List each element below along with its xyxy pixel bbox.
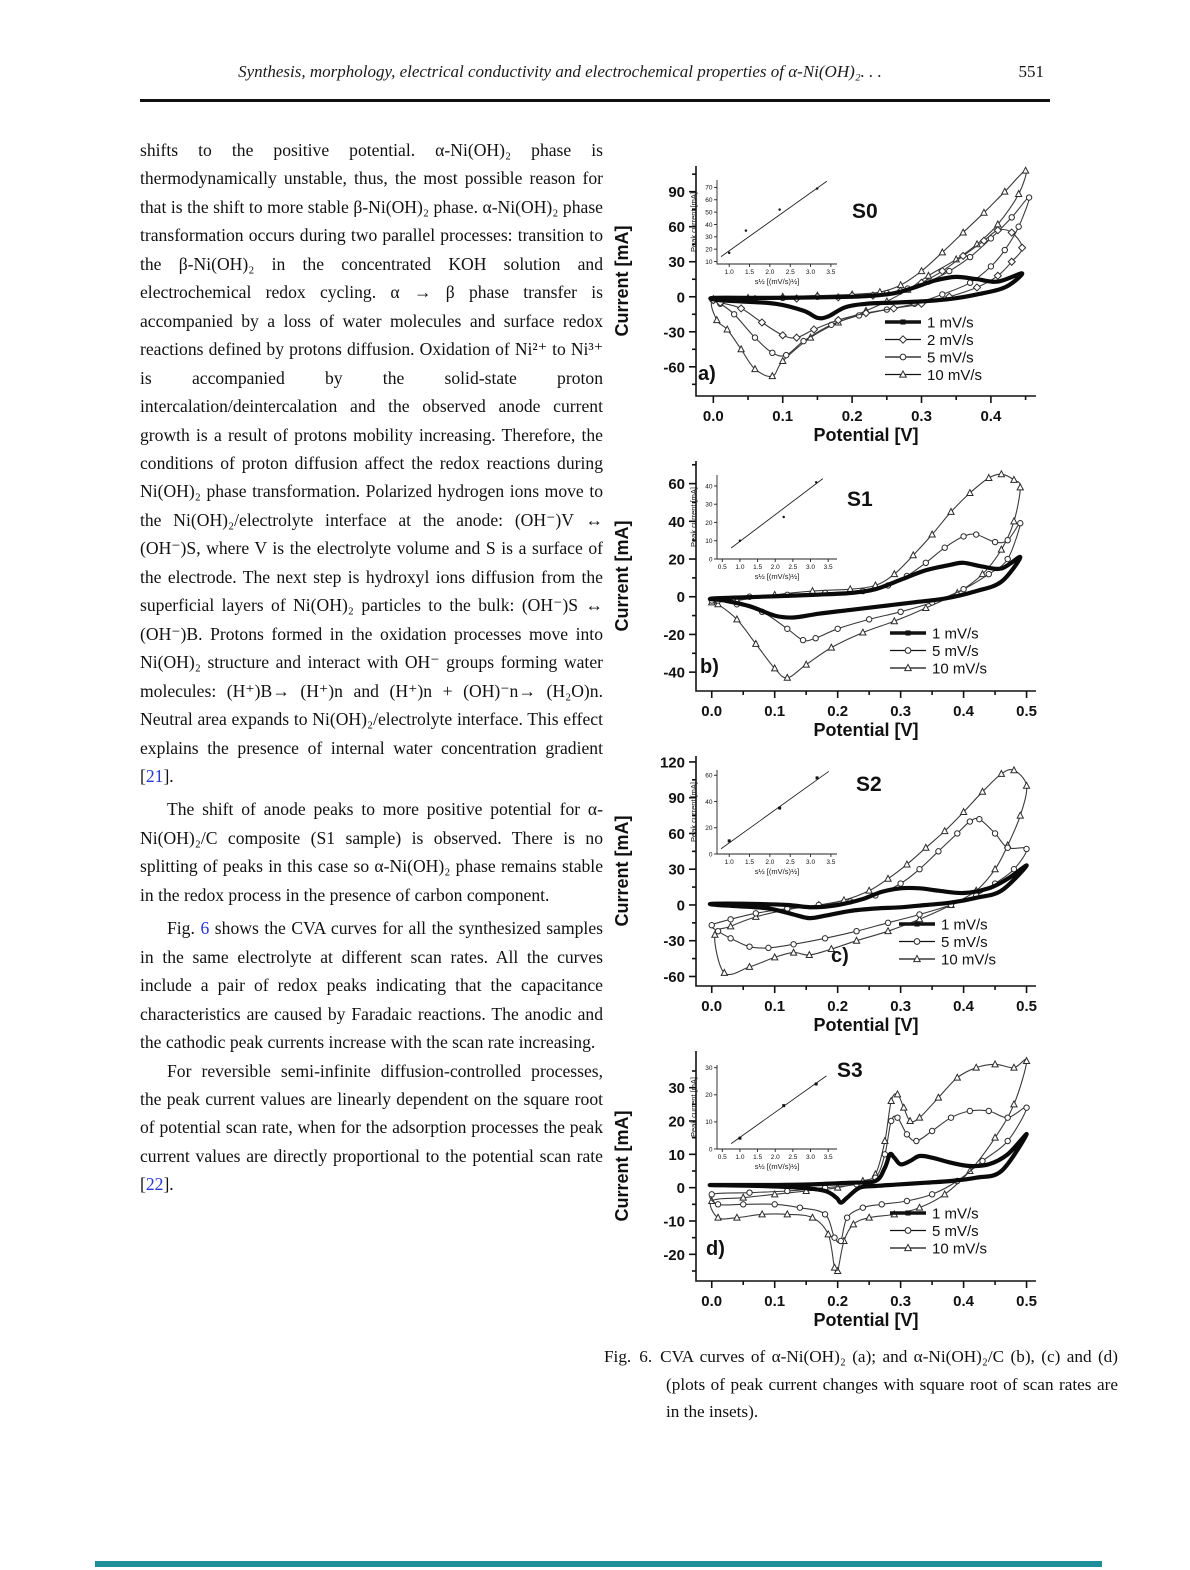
legend-label: 5 mV/s [927,349,974,367]
header-rule [140,99,1050,102]
y-tick-label: 30 [668,254,685,272]
inset-x-tick: 3.5 [823,564,833,571]
paragraph-4-end: ]. [163,1174,174,1195]
x-tick-label: 0.4 [953,703,975,720]
x-tick-label: 0.1 [764,703,786,720]
y-tick-label: -30 [663,933,685,951]
inset-x-tick: 3.5 [826,859,836,866]
y-axis-label: Current [mA] [612,815,632,927]
legend-item [899,917,988,934]
paragraph-3 [140,914,603,1056]
x-tick-label: 0.5 [1016,703,1037,720]
inset-y-axis-label: Peak current [mA] [689,1076,698,1138]
inset-y-tick: 30 [705,501,713,509]
x-tick-label: 0.4 [980,408,1002,425]
inset-x-tick: 3.5 [823,1154,833,1161]
inset-y-tick: 60 [705,772,713,780]
paragraph-3-text: shows the CVA curves for all the synthesized samples in the same electrolyte at different scan rates. All the curves include a pair of redox peaks indicating that the capacitance characteristics are caused by Faradaic reactions. The anodic and the cathodic peak currents increase with the scan rate increasing. [140,918,603,1053]
inset-y-tick: 10 [705,258,713,266]
legend [899,917,996,969]
cva-chart-svg [604,1041,1054,1333]
legend-label: 2 mV/s [927,332,974,349]
caption-text: CVA curves of α-Ni(OH)₂ (a); and α-Ni(OH)₂/C (b), (c) and (d) (plots of peak current changes with square root of scan rates are in the insets). [660,1347,1118,1421]
page-number: 551 [1018,62,1044,81]
figure-6-reference[interactable]: 6 [200,918,210,939]
x-tick-label: 0.4 [953,1293,975,1310]
y-tick-label: 60 [668,476,685,494]
legend-label: 5 mV/s [932,643,979,660]
inset-x-tick: 1.5 [753,1154,763,1161]
y-tick-label: 0 [676,289,685,307]
y-tick-label: 10 [668,1146,685,1164]
y-tick-label: -60 [663,359,685,377]
y-tick-label: -40 [663,664,685,682]
legend-label: 10 mV/s [932,660,988,678]
sample-label: S3 [837,1059,863,1082]
x-tick-label: 0.0 [701,1293,723,1310]
legend-item [890,1206,979,1223]
legend-label: 10 mV/s [927,367,983,384]
cva-chart-panel-c [604,746,1054,1038]
cva-chart-panel-d [604,1041,1054,1333]
inset-x-tick: 3.0 [806,269,816,276]
x-tick-label: 0.1 [772,408,794,425]
inset-x-tick: 1.5 [745,269,755,276]
x-tick-label: 0.3 [890,703,912,720]
footer-accent-bar [95,1561,1102,1567]
inset-x-tick: 0.5 [717,1154,727,1161]
legend-item [899,952,996,969]
legend-item [885,332,974,349]
inset-x-tick: 1.5 [745,859,755,866]
y-tick-label: -60 [663,968,685,986]
page-header [140,62,1050,92]
paragraph-3-pre: Fig. [167,918,201,939]
inset-y-tick: 20 [705,519,713,527]
paragraph-1 [140,136,603,790]
x-axis-label: Potential [V] [813,1310,919,1330]
inset-y-tick: 70 [705,184,713,192]
inset-x-tick: 2.5 [788,564,798,571]
inset-x-tick: 1.5 [753,564,763,571]
inset-y-tick: 40 [705,798,713,806]
y-tick-label: 60 [668,825,685,843]
body-text-column [140,136,603,1199]
inset-x-tick: 2.0 [770,564,780,571]
legend-label: 5 mV/s [932,1223,979,1240]
legend-item [885,350,974,367]
sample-label: S0 [852,200,878,223]
y-tick-label: -30 [663,324,685,342]
inset-y-tick: 40 [705,483,713,491]
legend-label: 10 mV/s [941,951,997,969]
inset-y-tick: 60 [705,197,713,205]
inset-y-axis-label: Peak current [mA] [689,486,698,548]
legend-item [890,643,979,660]
caption-number: 6. [639,1347,653,1366]
curve-5-mV-s [709,1105,1029,1244]
inset-x-tick: 2.0 [765,269,775,276]
inset-y-tick: 0 [708,851,713,859]
legend [890,626,987,678]
inset-x-tick: 0.5 [717,564,727,571]
y-tick-label: 40 [668,513,685,531]
x-tick-label: 0.5 [1016,998,1037,1015]
inset-x-axis-label: s½ [(mV/s)½] [754,572,800,581]
x-tick-label: 0.3 [890,998,912,1015]
inset-x-tick: 2.0 [765,859,775,866]
panel-letter: a) [698,363,716,385]
paragraph-4 [140,1057,603,1199]
citation-22[interactable]: 22 [145,1174,164,1195]
curve-10-mV-s [710,167,1028,378]
y-tick-label: 0 [676,897,685,915]
figure-column [604,156,1118,1426]
legend-label: 10 mV/s [932,1240,988,1258]
inset-y-tick: 50 [705,209,713,217]
inset-x-tick: 2.5 [785,859,795,866]
y-tick-label: 20 [668,551,685,569]
inset-x-tick: 3.5 [826,269,836,276]
x-tick-label: 0.2 [841,408,863,425]
citation-21[interactable]: 21 [145,765,164,786]
legend-label: 1 mV/s [941,916,988,934]
inset-x-tick: 3.0 [806,859,816,866]
y-tick-label: 120 [659,754,685,772]
inset-x-axis-label: s½ [(mV/s)½] [754,277,800,286]
legend [885,315,982,385]
legend-label: 5 mV/s [941,934,988,951]
legend-item [890,1241,987,1258]
paragraph-1-end: ]. [163,765,174,786]
cva-chart-svg [604,156,1054,448]
y-tick-label: 60 [668,219,685,237]
legend-item [885,367,982,384]
inset-x-tick: 1.0 [724,859,734,866]
figure-caption [604,1343,1118,1426]
inset-y-tick: 20 [705,1092,713,1100]
y-tick-label: 30 [668,861,685,879]
paragraph-4-text: For reversible semi-infinite diffusion-controlled processes, the peak current values are linearly dependent on the square root of potential scan rate, when for the adsorption processes the peak current values are directly proportional to the potential scan rate [ [140,1060,603,1195]
x-tick-label: 0.0 [701,703,723,720]
inset-y-tick: 0 [708,556,713,564]
panel-letter: d) [706,1238,725,1260]
x-tick-label: 0.0 [701,998,723,1015]
inset-y-tick: 30 [705,1065,713,1073]
inset-plot [689,180,837,286]
inset-y-tick: 0 [708,1146,713,1154]
inset-plot [689,1065,837,1171]
caption-label: Fig. [604,1347,632,1366]
cva-chart-svg [604,746,1054,1038]
inset-x-axis-label: s½ [(mV/s)½] [754,1162,800,1171]
curve-5-mV-s [709,521,1023,643]
inset-y-tick: 10 [705,538,713,546]
x-tick-label: 0.3 [890,1293,912,1310]
inset-y-axis-label: Peak current [mA] [689,781,698,843]
y-axis-label: Current [mA] [612,520,632,632]
sample-label: S1 [847,488,873,511]
inset-y-tick: 20 [705,246,713,254]
inset-y-axis-label: Peak current [mA] [689,191,698,253]
panel-letter: c) [831,945,849,967]
legend [890,1206,987,1258]
inset-plot [689,475,837,581]
inset-x-tick: 2.5 [785,269,795,276]
x-tick-label: 0.2 [827,998,849,1015]
x-tick-label: 0.1 [764,1293,786,1310]
cva-chart-panel-a [604,156,1054,448]
y-tick-label: 30 [668,1080,685,1098]
cva-chart-panel-b [604,451,1054,743]
y-tick-label: -20 [663,1246,685,1264]
inset-plot [689,770,837,876]
inset-x-tick: 2.0 [770,1154,780,1161]
legend-item [890,661,987,678]
legend-item [890,626,979,643]
panel-letter: b) [700,656,719,678]
x-tick-label: 0.0 [702,408,724,425]
paragraph-2: The shift of anode peaks to more positive potential for α-Ni(OH)₂/C composite (S1 sample) is observed. There is no splitting of peaks in this case so α-Ni(OH)₂ phase remains stable in the redox process in the presence of carbon component. [140,799,603,905]
y-tick-label: 20 [668,1113,685,1131]
inset-y-tick: 10 [705,1119,713,1127]
sample-label: S2 [856,773,882,796]
running-title: Synthesis, morphology, electrical conductivity and electrochemical properties of α-Ni(OH)₂. . . [238,62,882,81]
x-tick-label: 0.3 [911,408,932,425]
x-tick-label: 0.5 [1016,1293,1037,1310]
legend-label: 1 mV/s [927,314,974,332]
y-tick-label: 0 [676,589,685,607]
y-tick-label: 0 [676,1180,685,1198]
x-tick-label: 0.4 [953,998,975,1015]
x-axis-label: Potential [V] [813,425,919,445]
paragraph-1-text: shifts to the positive potential. α-Ni(OH)₂ phase is thermodynamically unstable, thus, the most possible reason for that is the shift to more stable β-Ni(OH)₂ phase. α-Ni(OH)₂ phase transformation occurs during two parallel processes: transition to the β-Ni(OH)₂ in the concentrated KOH solution and electrochemical redox cycling. α → β phase transfer is accompanied by a loss of water molecules and surface redox reactions defined by protons diffusion. Oxidation of Ni²⁺ to Ni³⁺ is accompanied by the solid-state proton intercalation/deintercalation and the observed anode current growth is a result of protons mobility increasing. Therefore, the conditions of proton diffusion affect the redox reactions during Ni(OH)₂ phase transformation. Polarized hydrogen ions move to the Ni(OH)₂/electrolyte interface at the anode: (OH⁻)V ↔ (OH⁻)S, where V is the electrolyte volume and S is a surface of the electrode. The next step is hydroxyl ions diffusion from the superficial layers of Ni(OH)₂ particles to the bulk: (OH⁻)S ↔ (OH⁻)B. Protons formed in the oxidation processes move into Ni(OH)₂ structure and interact with OH⁻ groups forming water molecules: (H⁺)B→ (H⁺)n and (H⁺)n + (OH)⁻n→ (H₂O)n. Neutral area expands to Ni(OH)₂/electrolyte interface. This effect explains the presence of internal water concentration gradient [ [140,140,603,786]
inset-x-tick: 3.0 [806,1154,816,1161]
inset-x-axis-label: s½ [(mV/s)½] [754,867,800,876]
x-axis-label: Potential [V] [813,720,919,740]
y-tick-label: 90 [668,790,685,808]
legend-item [899,934,988,951]
x-tick-label: 0.1 [764,998,786,1015]
inset-y-tick: 20 [705,825,713,833]
x-tick-label: 0.2 [827,1293,849,1310]
y-axis-label: Current [mA] [612,1110,632,1222]
inset-x-tick: 2.5 [788,1154,798,1161]
inset-y-tick: 30 [705,234,713,242]
inset-x-tick: 1.0 [735,564,745,571]
inset-x-tick: 1.0 [735,1154,745,1161]
legend-item [890,1223,979,1240]
legend-label: 1 mV/s [932,625,979,643]
y-tick-label: -10 [663,1213,685,1231]
inset-x-tick: 3.0 [806,564,816,571]
x-tick-label: 0.2 [827,703,849,720]
y-axis-label: Current [mA] [612,225,632,337]
x-axis-label: Potential [V] [813,1015,919,1035]
y-tick-label: -20 [663,626,685,644]
inset-x-tick: 1.0 [724,269,734,276]
inset-y-tick: 40 [705,221,713,229]
legend-label: 1 mV/s [932,1205,979,1223]
cva-chart-svg [604,451,1054,743]
legend-item [885,315,974,332]
y-tick-label: 90 [668,184,685,202]
